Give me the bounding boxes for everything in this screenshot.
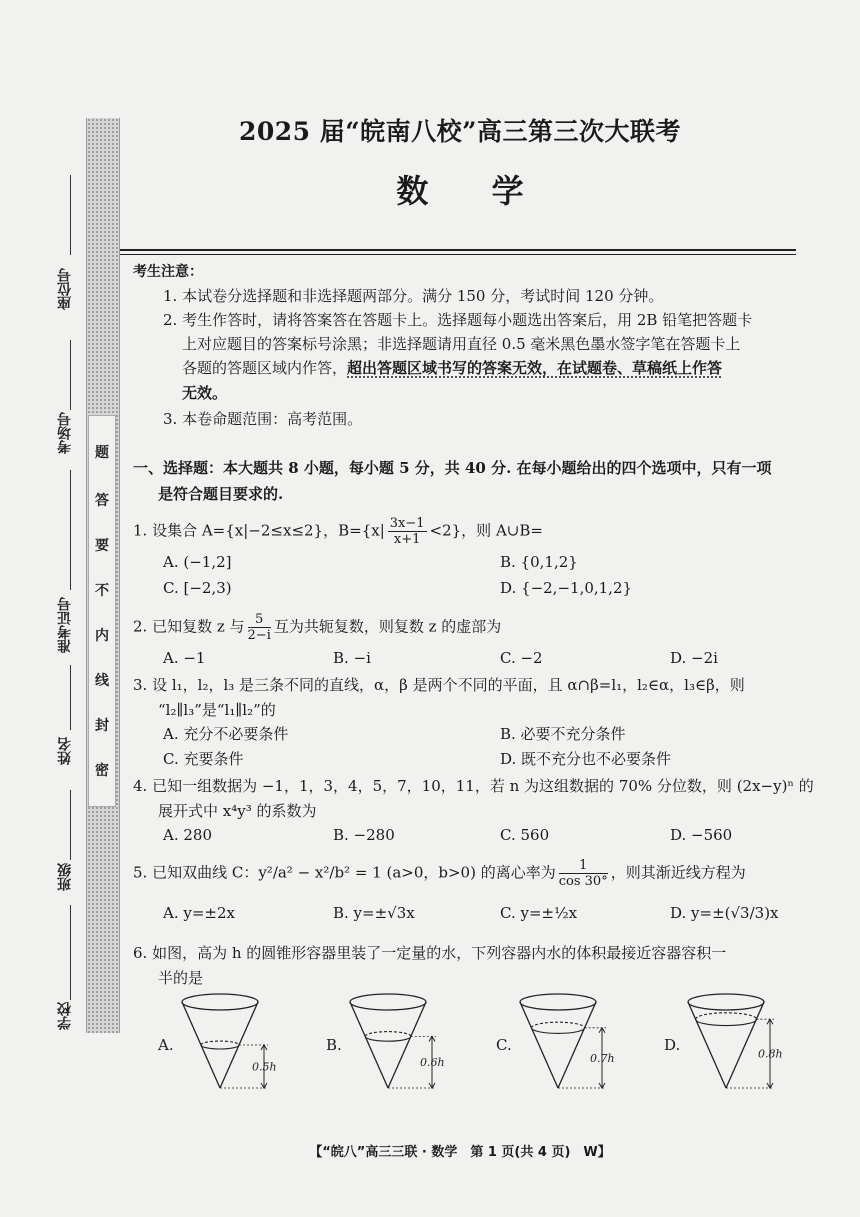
height-label: 0.5h bbox=[252, 1060, 277, 1074]
cone-side bbox=[726, 1002, 764, 1088]
notice-heading: 考生注意： bbox=[133, 264, 203, 280]
water-surface-front bbox=[696, 1019, 757, 1025]
notice-line: 各题的答题区域内作答，超出答题区域书写的答案无效，在试题卷、草稿纸上作答 bbox=[182, 359, 723, 377]
school-line bbox=[70, 905, 71, 1000]
figure-b-letter: B. bbox=[326, 1036, 342, 1054]
question-4-stem: 展开式中 x⁴y³ 的系数为 bbox=[158, 802, 317, 820]
water-surface-back bbox=[365, 1032, 411, 1037]
admission-number-line bbox=[70, 470, 71, 590]
height-label: 0.6h bbox=[420, 1056, 445, 1070]
question-4-option-c: C. 560 bbox=[500, 826, 550, 844]
page-footer: 【“皖八”高三三联 · 数学 第 1 页(共 4 页) W】 bbox=[309, 1145, 611, 1160]
question-3-option-b: B. 必要不充分条件 bbox=[500, 725, 626, 743]
cone-rim bbox=[520, 994, 596, 1010]
water-surface-back bbox=[531, 1022, 584, 1028]
water-surface-back bbox=[201, 1041, 239, 1045]
seat-number-label: 座位号 bbox=[57, 268, 73, 310]
question-5-option-a: A. y=±2x bbox=[163, 904, 235, 922]
cone-side bbox=[558, 1002, 596, 1088]
question-3-option-d: D. 既不充分也不必要条件 bbox=[500, 750, 672, 768]
exam-room-line bbox=[70, 340, 71, 410]
warning-char: 答 bbox=[95, 493, 109, 509]
question-2-option-a: A. −1 bbox=[163, 649, 206, 667]
question-1-stem: 1. 设集合 A={x|−2≤x≤2}，B={x| $\frac{3x-1}{x+1}$ <2}，则 A∪B= bbox=[133, 516, 543, 547]
water-surface-front bbox=[201, 1045, 239, 1049]
water-surface-back bbox=[696, 1013, 757, 1019]
cone-side bbox=[388, 1002, 426, 1088]
question-5-option-b: B. y=±√3x bbox=[333, 904, 415, 922]
class-label: 班级 bbox=[57, 863, 73, 891]
notice-line: 2. 考生作答时，请将答案答在答题卡上。选择题每小题选出答案后，用 2B 铅笔把答题卡 bbox=[163, 311, 753, 329]
question-5-stem: 5. 已知双曲线 C：y²/a² − x²/b² = 1 (a>0，b>0) 的离心率为 $\frac{1}{\cos 30^\circ}$ ，则其渐近线方程为 bbox=[133, 858, 746, 889]
figure-c-letter: C. bbox=[496, 1036, 512, 1054]
figure-a-letter: A. bbox=[158, 1036, 174, 1054]
warning-box bbox=[88, 415, 116, 807]
cone-rim bbox=[182, 994, 258, 1010]
notice-line: 无效。 bbox=[182, 384, 228, 402]
warning-char: 要 bbox=[95, 538, 109, 554]
warning-char: 密 bbox=[95, 763, 109, 779]
water-surface-front bbox=[531, 1028, 584, 1034]
question-2-stem: 2. 已知复数 z 与 $\frac{5}{2-i}$ 互为共轭复数，则复数 z 的虚部为 bbox=[133, 612, 502, 643]
exam-title: 2025 届“皖南八校”高三第三次大联考 bbox=[238, 117, 682, 146]
question-1-option-c: C. [−2,3) bbox=[163, 579, 232, 597]
cone-figure-b bbox=[346, 990, 456, 1100]
question-2-option-c: C. −2 bbox=[500, 649, 543, 667]
header-rule bbox=[120, 254, 796, 255]
name-line bbox=[70, 665, 71, 730]
cone-figure-c bbox=[516, 990, 626, 1100]
question-3-option-a: A. 充分不必要条件 bbox=[163, 725, 289, 743]
height-label: 0.8h bbox=[758, 1047, 783, 1061]
cone-side bbox=[688, 1002, 726, 1088]
section-heading: 是符合题目要求的. bbox=[158, 485, 284, 503]
warning-char: 不 bbox=[95, 583, 109, 599]
notice-line: 3. 本卷命题范围：高考范围。 bbox=[163, 410, 363, 428]
question-4-option-b: B. −280 bbox=[333, 826, 395, 844]
question-2-option-d: D. −2i bbox=[670, 649, 718, 667]
question-1-option-d: D. {−2,−1,0,1,2} bbox=[500, 579, 633, 597]
notice-line: 上对应题目的答案标号涂黑；非选择题请用直径 0.5 毫米黑色墨水签字笔在答题卡上 bbox=[182, 335, 741, 353]
section-heading: 一、选择题：本大题共 8 小题，每小题 5 分，共 40 分. 在每小题给出的四个选项中，只有一项 bbox=[133, 459, 772, 477]
question-1-option-b: B. {0,1,2} bbox=[500, 553, 578, 571]
question-6-stem: 半的是 bbox=[158, 969, 204, 987]
warning-char: 封 bbox=[95, 718, 109, 734]
cone-rim bbox=[688, 994, 764, 1010]
cone-rim bbox=[350, 994, 426, 1010]
admission-number-label: 准考证号 bbox=[57, 597, 73, 653]
cone-figure-a bbox=[178, 990, 288, 1100]
question-2-option-b: B. −i bbox=[333, 649, 371, 667]
warning-char: 内 bbox=[95, 628, 109, 644]
exam-room-label: 考场号 bbox=[57, 412, 73, 454]
question-3-stem: 3. 设 l₁，l₂，l₃ 是三条不同的直线，α，β 是两个不同的平面，且 α∩β=l₁，l₂∈α，l₃∈β，则 bbox=[133, 676, 745, 694]
school-label: 学校 bbox=[57, 1002, 73, 1030]
question-5-option-d: D. y=±(√3/3)x bbox=[670, 904, 779, 922]
question-6-stem: 6. 如图，高为 h 的圆锥形容器里装了一定量的水，下列容器内水的体积最接近容器容积一 bbox=[133, 944, 727, 962]
subject-title: 数 学 bbox=[396, 172, 524, 210]
warning-char: 题 bbox=[95, 445, 109, 461]
name-label: 姓名 bbox=[57, 737, 73, 765]
question-3-stem: “l₂∥l₃”是“l₁∥l₂”的 bbox=[158, 701, 276, 719]
cone-side bbox=[350, 1002, 388, 1088]
warning-char: 线 bbox=[95, 673, 109, 689]
water-surface-front bbox=[365, 1036, 411, 1041]
seat-number-line bbox=[70, 175, 71, 255]
class-line bbox=[70, 790, 71, 860]
question-3-option-c: C. 充要条件 bbox=[163, 750, 244, 768]
question-5-option-c: C. y=±½x bbox=[500, 904, 578, 922]
figure-d-letter: D. bbox=[664, 1036, 681, 1054]
question-4-option-a: A. 280 bbox=[163, 826, 212, 844]
cone-figure-d bbox=[684, 990, 794, 1100]
header-rule bbox=[120, 249, 796, 251]
question-4-stem: 4. 已知一组数据为 −1，1，3，4，5，7，10，11，若 n 为这组数据的 70% 分位数，则 (2x−y)ⁿ 的 bbox=[133, 777, 814, 795]
notice-line: 1. 本试卷分选择题和非选择题两部分。满分 150 分，考试时间 120 分钟。 bbox=[163, 287, 664, 305]
height-label: 0.7h bbox=[590, 1051, 615, 1065]
cone-side bbox=[520, 1002, 558, 1088]
question-4-option-d: D. −560 bbox=[670, 826, 733, 844]
question-1-option-a: A. (−1,2] bbox=[163, 553, 232, 571]
